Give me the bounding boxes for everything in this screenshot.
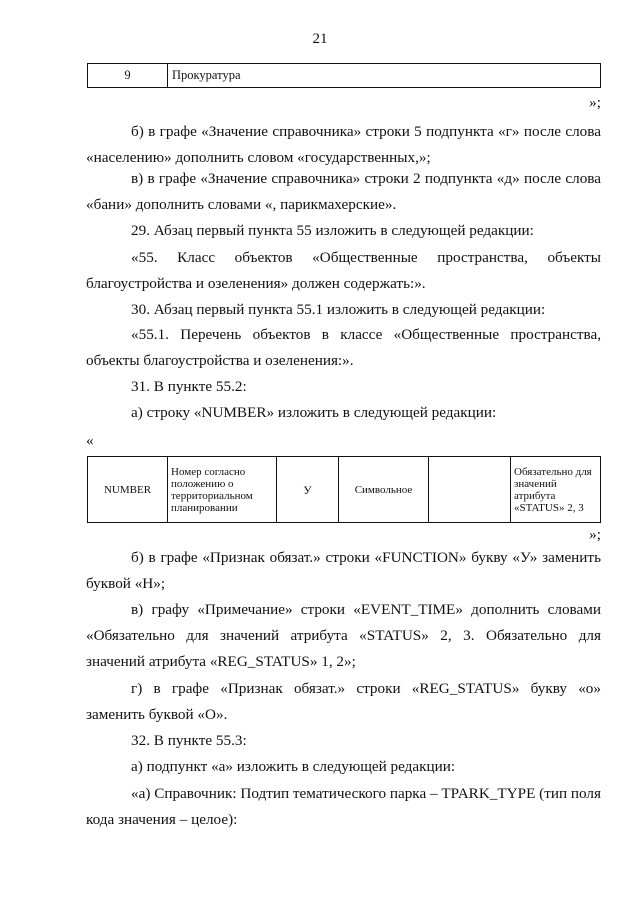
closing-quote-1: »; bbox=[589, 94, 601, 111]
table-cell-name: Прокуратура bbox=[168, 64, 601, 88]
paragraph-31: 31. В пункте 55.2: bbox=[131, 378, 247, 395]
table-cell-type: Символьное bbox=[339, 457, 429, 523]
page-number: 21 bbox=[312, 31, 328, 47]
paragraph-g1: г) в графе «Признак обязат.» строки «REG_STATUS» букву «о» заменить буквой «О». bbox=[86, 680, 601, 723]
paragraph-29: 29. Абзац первый пункта 55 изложить в следующей редакции: bbox=[131, 222, 534, 239]
paragraph-quote-55-1: «55.1. Перечень объектов в классе «Общественные пространства, объекты благоустройства и озеленения:». bbox=[86, 326, 601, 369]
paragraph-a1: а) строку «NUMBER» изложить в следующей редакции: bbox=[131, 404, 497, 421]
paragraph-30: 30. Абзац первый пункта 55.1 изложить в следующей редакции: bbox=[131, 301, 546, 318]
paragraph-v2: в) графу «Примечание» строки «EVENT_TIME» дополнить словами «Обязательно для значений атрибута «STATUS» 2, 3. Обязательно для значений атрибута «REG_STATUS» 1, 2»; bbox=[86, 601, 601, 670]
table-cell-description: Номер согласно положению о территориальном планировании bbox=[168, 457, 277, 523]
paragraph-b1: б) в графе «Значение справочника» строки 5 подпункта «г» после слова «населению» дополнить словом «государственных,»; bbox=[86, 123, 601, 166]
table-number-row bbox=[87, 456, 601, 523]
table-cell-note: Обязательно для значений атрибута «STATUS» 2, 3 bbox=[511, 457, 601, 523]
closing-quote-2: »; bbox=[589, 526, 601, 543]
table-prosecutor-row bbox=[87, 63, 601, 88]
paragraph-32: 32. В пункте 55.3: bbox=[131, 732, 247, 749]
paragraph-quote-55: «55. Класс объектов «Общественные пространства, объекты благоустройства и озеленения» должен содержать:». bbox=[86, 249, 601, 292]
paragraph-a3: «а) Справочник: Подтип тематического парка – TPARK_TYPE (тип поля кода значения – целое): bbox=[86, 785, 601, 828]
table-row bbox=[88, 64, 601, 88]
paragraph-v1: в) в графе «Значение справочника» строки 2 подпункта «д» после слова «бани» дополнить словами «, парикмахерские». bbox=[86, 170, 601, 213]
paragraph-b2: б) в графе «Признак обязат.» строки «FUNCTION» букву «У» заменить буквой «Н»; bbox=[86, 549, 601, 592]
table-row bbox=[88, 457, 601, 523]
table-cell-ref bbox=[429, 457, 511, 523]
table-cell-number: 9 bbox=[88, 64, 168, 88]
opening-quote: « bbox=[86, 432, 94, 449]
table-cell-code: NUMBER bbox=[88, 457, 168, 523]
paragraph-a2: а) подпункт «а» изложить в следующей редакции: bbox=[131, 758, 456, 775]
table-cell-flag: У bbox=[277, 457, 339, 523]
